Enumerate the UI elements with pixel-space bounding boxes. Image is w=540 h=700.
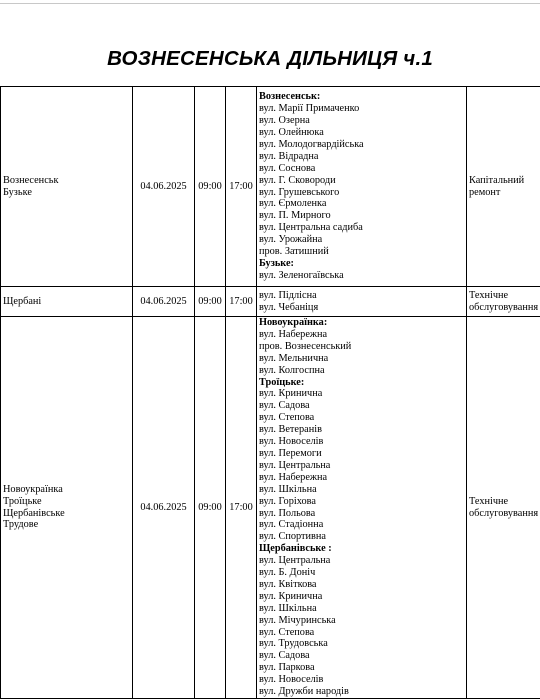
street-name: вул. Колгоспна [259, 364, 325, 376]
settlements-cell [1, 287, 133, 317]
end-time-cell: 17:00 [226, 287, 257, 317]
street-name: вул. Мельнична [259, 352, 329, 364]
start-time-cell: 09:00 [195, 317, 226, 699]
street-name: вул. Відрадна [259, 150, 319, 162]
street-name: вул. Спортивна [259, 531, 326, 543]
street-name: вул. Степова [259, 412, 315, 424]
work-type-text: обслуговування [469, 301, 539, 313]
work-type-text: Капітальний [469, 174, 525, 186]
street-name: вул. Дружби народів [259, 686, 349, 698]
street-name: вул. Центральна [259, 555, 331, 567]
street-name: вул. Паркова [259, 662, 315, 674]
street-name: вул. Шкільна [259, 483, 317, 495]
end-time-cell: 17:00 [226, 317, 257, 699]
settlement-name: Бузьке [3, 186, 32, 198]
street-name: вул. П. Мирного [259, 210, 331, 222]
street-name: вул. Польова [259, 507, 316, 519]
end-time-cell: 17:00 [226, 87, 257, 287]
settlements-cell [1, 87, 133, 287]
street-name: вул. Набережна [259, 471, 328, 483]
street-name: пров. Вознесенський [259, 340, 352, 352]
street-name: вул. Набережна [259, 328, 328, 340]
street-name: вул. Перемоги [259, 447, 322, 459]
street-name: вул. Шкільна [259, 602, 317, 614]
street-name: вул. Стадіонна [259, 519, 324, 531]
streets-cell [257, 87, 467, 287]
work-type-cell [467, 287, 540, 317]
street-name: вул. Квіткова [259, 578, 317, 590]
start-time-cell: 09:00 [195, 287, 226, 317]
street-name: вул. Озерна [259, 115, 310, 127]
work-type-text: обслуговування [469, 507, 539, 519]
settlement-heading: Щербанівське : [259, 543, 332, 555]
settlement-name: Вознесенськ [3, 174, 59, 186]
street-name: вул. Урожайна [259, 234, 323, 246]
work-type-cell [467, 87, 540, 287]
schedule-row [1, 87, 540, 287]
date-cell: 04.06.2025 [133, 287, 195, 317]
work-type-text: Технічне [469, 495, 509, 507]
street-name: вул. Підлісна [259, 289, 317, 301]
schedule-row [1, 287, 540, 317]
street-name: вул. Новоселів [259, 674, 324, 686]
street-name: вул. Новоселів [259, 436, 324, 448]
settlements-cell [1, 317, 133, 699]
street-name: вул. Марії Примаченко [259, 103, 360, 115]
street-name: вул. Г. Сковороди [259, 174, 336, 186]
date-cell: 04.06.2025 [133, 87, 195, 287]
settlement-name: Трудове [3, 519, 39, 531]
street-name: вул. Ветеранів [259, 424, 322, 436]
settlement-heading: Бузьке: [259, 257, 294, 269]
street-name: вул. Зеленогаївська [259, 269, 344, 281]
street-name: вул. Б. Доніч [259, 567, 316, 579]
street-name: вул. Садова [259, 400, 310, 412]
street-name: вул. Молодогвардійська [259, 138, 364, 150]
street-name: вул. Центральна садиба [259, 222, 363, 234]
date-cell: 04.06.2025 [133, 317, 195, 699]
street-name: вул. Соснова [259, 162, 316, 174]
schedule-row [1, 317, 540, 699]
settlement-heading: Новоукраїнка: [259, 317, 328, 328]
street-name: вул. Єрмоленка [259, 198, 327, 210]
streets-cell [257, 317, 467, 699]
schedule-rows [1, 87, 540, 699]
page-title: ВОЗНЕСЕНСЬКА ДІЛЬНИЦЯ ч.1 [107, 47, 433, 70]
outage-schedule-table [0, 86, 540, 699]
streets-cell [257, 287, 467, 317]
settlement-name: Троїцьке [3, 495, 42, 507]
street-name: вул. Трудовська [259, 638, 328, 650]
street-name: вул. Грушевського [259, 186, 340, 198]
street-name: вул. Садова [259, 650, 310, 662]
settlement-name: Щербані [3, 295, 42, 307]
work-type-text: ремонт [469, 186, 501, 198]
settlement-heading: Троїцьке: [259, 376, 305, 388]
work-type-cell [467, 317, 540, 699]
street-name: вул. Чебаніця [259, 301, 319, 313]
settlement-name: Щербанівське [3, 507, 65, 519]
page-top-rule [0, 3, 540, 4]
street-name: вул. Степова [259, 626, 315, 638]
street-name: вул. Горіхова [259, 495, 316, 507]
street-name: вул. Кринична [259, 388, 323, 400]
street-name: пров. Затишний [259, 246, 329, 258]
street-name: вул. Центральна [259, 459, 331, 471]
settlement-name: Новоукраїнка [3, 483, 63, 495]
street-name: вул. Кринична [259, 590, 323, 602]
street-name: вул. Олейнюка [259, 126, 324, 138]
work-type-text: Технічне [469, 289, 509, 301]
street-name: вул. Мічуринська [259, 614, 336, 626]
start-time-cell: 09:00 [195, 87, 226, 287]
settlement-heading: Вознесенськ: [259, 91, 321, 103]
